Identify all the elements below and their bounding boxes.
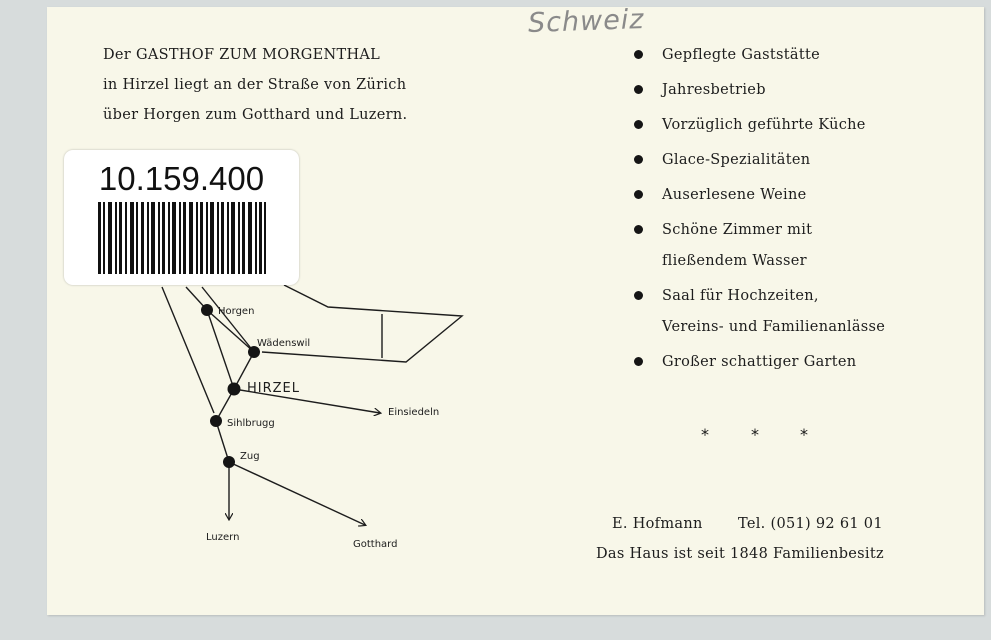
bullet-icon <box>634 225 643 234</box>
star-1: * <box>701 425 709 444</box>
dot-hirzel <box>228 383 241 396</box>
inventory-label <box>64 150 299 285</box>
lake-outline <box>262 285 462 362</box>
road-zug-gotthard <box>229 462 365 525</box>
feature-item <box>632 281 885 343</box>
feature-item <box>632 145 885 176</box>
phone-number: Tel. (051) 92 61 01 <box>738 516 883 532</box>
dot-sihlbrugg <box>210 415 222 427</box>
owner-name: E. Hofmann <box>612 516 703 532</box>
place-einsiedeln: Einsiedeln <box>388 407 440 418</box>
inventory-number: 10.159.400 <box>98 160 265 197</box>
place-sihlbrugg: Sihlbrugg <box>227 418 275 429</box>
feature-item <box>632 215 885 277</box>
dot-horgen <box>201 304 213 316</box>
feature-text: Jahresbetrieb <box>662 82 766 98</box>
feature-text: Auserlesene Weine <box>662 187 807 203</box>
feature-text: Großer schattiger Garten <box>662 354 857 370</box>
place-hirzel: HIRZEL <box>247 381 301 396</box>
place-gotthard: Gotthard <box>353 539 398 550</box>
intro-line-2: in Hirzel liegt an der Straße von Zürich <box>103 77 407 93</box>
bullet-icon <box>634 357 643 366</box>
family-ownership-note: Das Haus ist seit 1848 Familienbesitz <box>596 546 884 562</box>
feature-item <box>632 180 885 211</box>
bullet-icon <box>634 50 643 59</box>
feature-text: Glace-Spezialitäten <box>662 152 811 168</box>
dot-zug <box>223 456 235 468</box>
feature-list <box>632 40 885 382</box>
feature-text: Vereins- und Familienanlässe <box>662 319 886 335</box>
feature-item <box>632 75 885 106</box>
place-waedenswil: Wädenswil <box>257 338 311 349</box>
feature-text: Gepflegte Gaststätte <box>662 47 820 63</box>
star-3: * <box>800 425 808 444</box>
feature-item <box>632 110 885 141</box>
feature-item <box>632 347 885 378</box>
barcode <box>98 202 328 274</box>
handwritten-note: Schweiz <box>527 3 645 40</box>
intro-line-3: über Horgen zum Gotthard und Luzern. <box>103 107 408 123</box>
place-zug: Zug <box>240 451 260 462</box>
feature-text: fließendem Wasser <box>662 253 807 269</box>
bullet-icon <box>634 85 643 94</box>
bullet-icon <box>634 120 643 129</box>
feature-text: Vorzüglich geführte Küche <box>662 117 866 133</box>
star-2: * <box>751 425 759 444</box>
bullet-icon <box>634 291 643 300</box>
bullet-icon <box>634 155 643 164</box>
place-luzern: Luzern <box>206 532 240 543</box>
place-horgen: Horgen <box>218 306 255 317</box>
intro-line-1: Der GASTHOF ZUM MORGENTHAL <box>103 47 381 63</box>
feature-text: Schöne Zimmer mit <box>662 222 813 238</box>
feature-text: Saal für Hochzeiten, <box>662 288 819 304</box>
bullet-icon <box>634 190 643 199</box>
feature-item <box>632 40 885 71</box>
